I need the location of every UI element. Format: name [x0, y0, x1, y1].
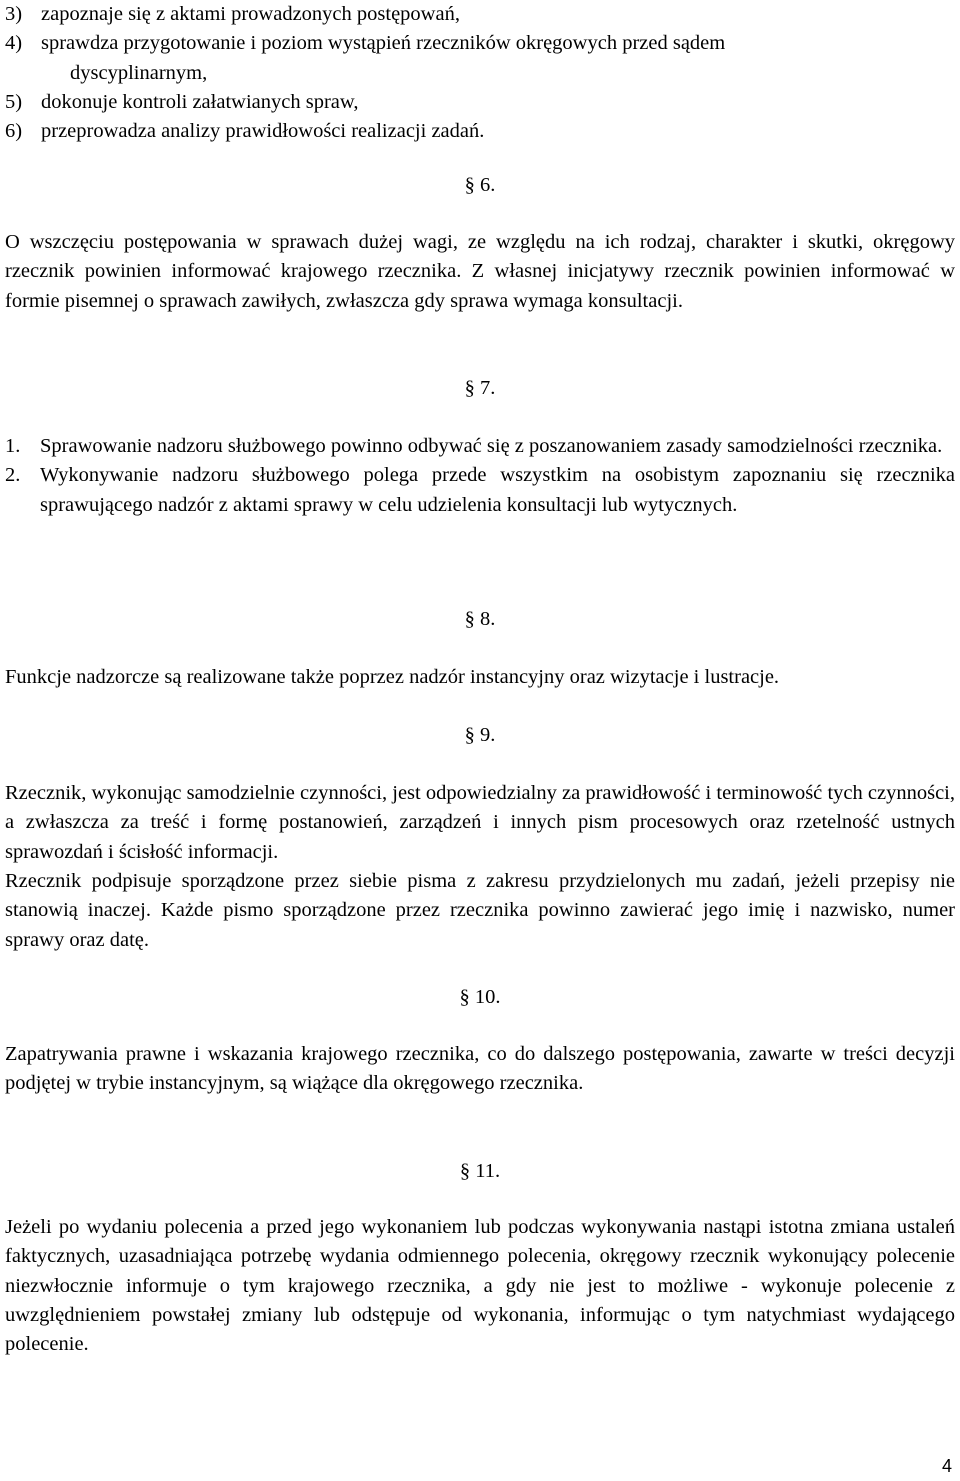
- section-11-text: Jeżeli po wydaniu polecenia a przed jego wykonaniem lub podczas wykonywania nastąpi istotna zmiana ustaleń faktycznych, uzasadniająca potrzebę wydania odmiennego polecenia, okręgowy rzecznik wykonujący polecenie niezwłocznie informuje o tym krajowego rzecznika, a gdy nie jest to możliwe - wykonuje polecenie z uwzględnieniem powstałej zmiany lub odstępuje od wykonania, informując o tym natychmiast wydającego polecenie.: [5, 1216, 955, 1356]
- list-number: 3): [5, 3, 23, 25]
- list-item: [5, 88, 955, 117]
- paragraph-number: 1.: [5, 435, 21, 457]
- list-number: 6): [5, 120, 23, 143]
- section-9-paragraph-2: Rzecznik podpisuje sporządzone przez siebie pisma z zakresu przydzielonych mu zadań, jeżeli przepisy nie stanowią inaczej. Każde pismo sporządzone przez rzecznika powinno zawierać jego imię i nazwisko, numer sprawy oraz datę.: [5, 870, 955, 951]
- list-text: dokonuje kontroli załatwianych spraw,: [41, 90, 359, 113]
- list-text: przeprowadza analizy prawidłowości realizacji zadań.: [41, 120, 485, 143]
- section-7-items: [5, 432, 955, 520]
- paragraph-text: Sprawowanie nadzoru służbowego powinno odbywać się z poszanowaniem zasady samodzielności rzecznika.: [40, 435, 943, 457]
- section-8-text: Funkcje nadzorcze są realizowane także poprzez nadzór instancyjny oraz wizytacje i lustracje.: [5, 666, 780, 688]
- list-text: sprawdza przygotowanie i poziom wystąpień rzeczników okręgowych przed sądem: [41, 32, 726, 55]
- list-item: [5, 29, 955, 58]
- section-heading-9: § 9.: [464, 724, 496, 746]
- section-9-paragraph-1: Rzecznik, wykonując samodzielnie czynności, jest odpowiedzialny za prawidłowość i terminowość tych czynności, a zwłaszcza za treść i formę postanowień, zarządzeń i innych pism procesowych oraz rzetelność ustnych sprawozdań i ścisłość informacji.: [5, 782, 955, 863]
- list-number: 4): [5, 32, 23, 55]
- list-item: [5, 0, 955, 29]
- list-text: dyscyplinarnym,: [70, 61, 208, 84]
- section-heading-11: § 11.: [459, 1160, 501, 1182]
- paragraph-number: 2.: [5, 464, 21, 487]
- list-item-continuation: [5, 59, 955, 88]
- section-heading-10: § 10.: [459, 986, 501, 1008]
- section-10-text: Zapatrywania prawne i wskazania krajowego rzecznika, co do dalszego postępowania, zawarte w treści decyzji podjętej w trybie instancyjnym, są wiążące dla okręgowego rzecznika.: [5, 1043, 955, 1095]
- list-item: [5, 117, 955, 146]
- section-heading-6: § 6.: [464, 174, 496, 196]
- duty-list: [5, 0, 955, 146]
- section-heading-8: § 8.: [464, 608, 496, 630]
- page-number: 4: [941, 1456, 952, 1476]
- numbered-paragraph: [5, 432, 955, 461]
- numbered-paragraph: [5, 461, 955, 520]
- section-6-text: O wszczęciu postępowania w sprawach dużej wagi, ze względu na ich rodzaj, charakter i skutki, okręgowy rzecznik powinien informować krajowego rzecznika. Z własnej inicjatywy rzecznik powinien informować w formie pisemnej o sprawach zawiłych, zwłaszcza gdy sprawa wymaga konsultacji.: [5, 231, 955, 312]
- section-heading-7: § 7.: [464, 377, 496, 399]
- paragraph-text: Wykonywanie nadzoru służbowego polega przede wszystkim na osobistym zapoznaniu się rzecznika sprawującego nadzór z aktami sprawy w celu udzielenia konsultacji lub wytycznych.: [40, 464, 955, 516]
- list-number: 5): [5, 90, 23, 113]
- list-text: zapoznaje się z aktami prowadzonych postępowań,: [41, 3, 460, 25]
